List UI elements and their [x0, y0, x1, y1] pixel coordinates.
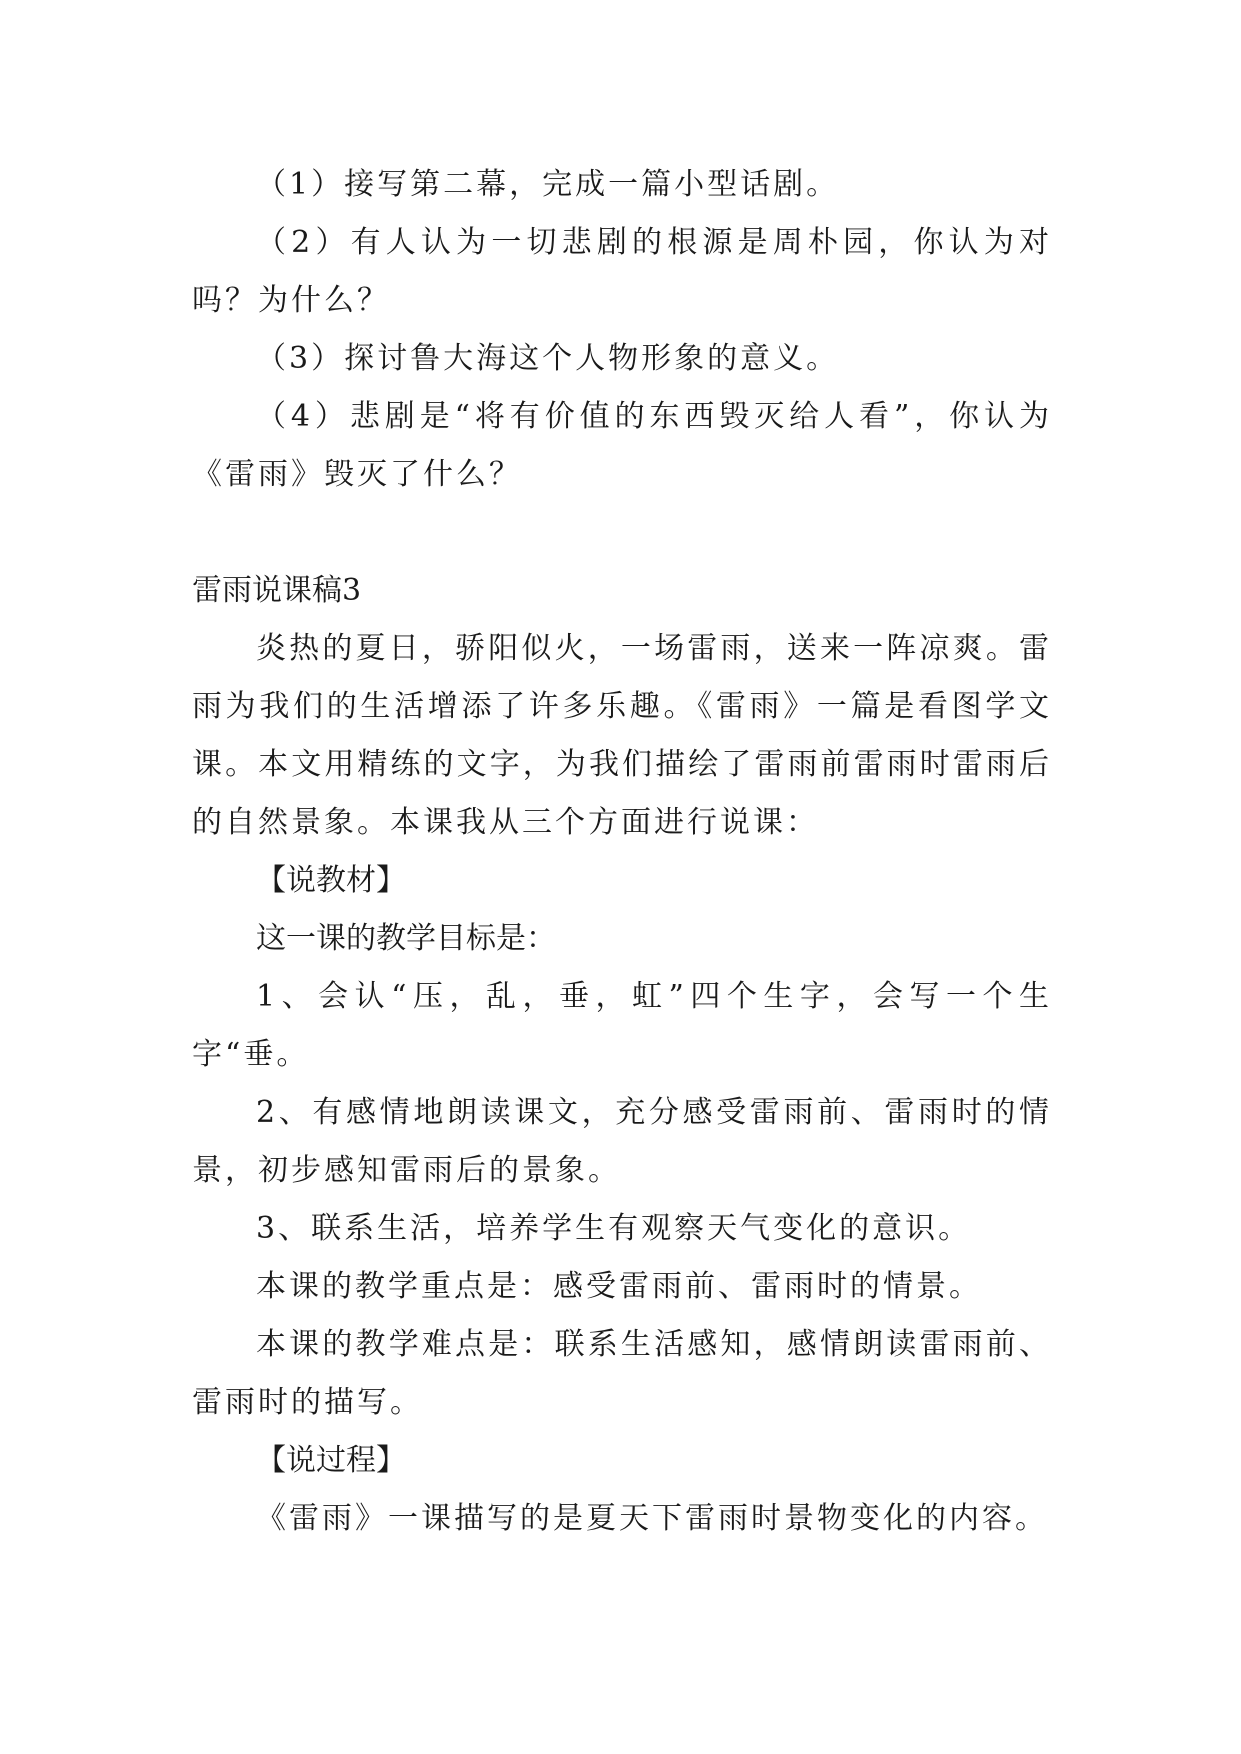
intro-paragraph: 炎热的夏日，骄阳似火，一场雷雨，送来一阵凉爽。雷雨为我们的生活增添了许多乐趣。《雷雨》一篇是看图学文课。本文用精练的文字，为我们描绘了雷雨前雷雨时雷雨后的自然景象。本课我从三个方面进行说课：: [192, 631, 1052, 840]
goal-1: 1、会认“压，乱，垂，虹”四个生字，会写一个生字“垂。: [192, 979, 1052, 1072]
key-point: 本课的教学重点是：感受雷雨前、雷雨时的情景。: [256, 1269, 982, 1304]
document-body: [192, 156, 1052, 1548]
question-3: （3）探讨鲁大海这个人物形象的意义。: [256, 341, 840, 376]
question-1: （1）接写第二幕，完成一篇小型话剧。: [256, 167, 840, 202]
section-title: 雷雨说课稿3: [192, 573, 362, 608]
goals-lead: 这一课的教学目标是：: [256, 921, 556, 956]
question-4: （4）悲剧是“将有价值的东西毁灭给人看”，你认为《雷雨》毁灭了什么？: [192, 399, 1052, 492]
process-heading: 【说过程】: [256, 1443, 406, 1478]
difficulty: 本课的教学难点是：联系生活感知，感情朗读雷雨前、雷雨时的描写。: [192, 1327, 1052, 1420]
question-2: （2）有人认为一切悲剧的根源是周朴园，你认为对吗？为什么？: [192, 225, 1052, 318]
textbook-heading: 【说教材】: [256, 863, 406, 898]
goal-2: 2、有感情地朗读课文，充分感受雷雨前、雷雨时的情景，初步感知雷雨后的景象。: [192, 1095, 1052, 1188]
goal-3: 3、联系生活，培养学生有观察天气变化的意识。: [256, 1211, 972, 1246]
process-first-paragraph: 《雷雨》一课描写的是夏天下雷雨时景物变化的内容。: [256, 1501, 1048, 1536]
